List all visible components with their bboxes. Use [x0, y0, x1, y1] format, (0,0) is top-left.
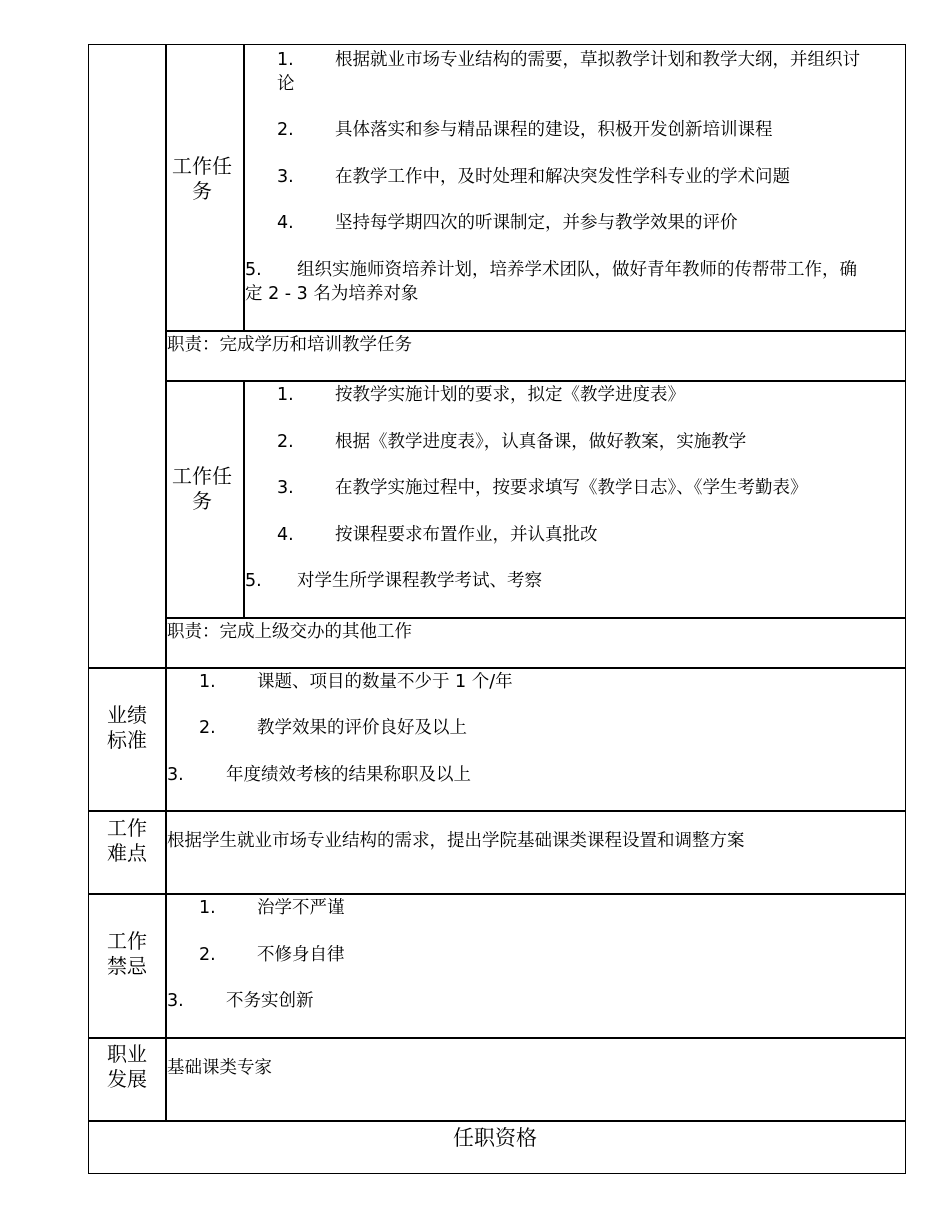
taboo-item-1: 1. 治学不严谨	[199, 898, 345, 918]
work-tasks-label-1: 工作任务	[172, 154, 232, 203]
task-item-1-4: 4. 坚持每学期四次的听课制定，并参与教学效果的评价	[277, 213, 738, 233]
taboo-item-2: 2. 不修身自律	[199, 945, 345, 965]
duty-line-1: 职责：完成学历和培训教学任务	[167, 335, 412, 355]
difficulty-text: 根据学生就业市场专业结构的需求，提出学院基础课类课程设置和调整方案	[167, 831, 745, 851]
duty-line-2: 职责：完成上级交办的其他工作	[167, 622, 412, 642]
taboo-item-3: 3. 不务实创新	[167, 991, 314, 1011]
row-divider	[88, 893, 906, 895]
row-divider	[88, 1037, 906, 1039]
qualification-heading: 任职资格	[453, 1126, 537, 1150]
performance-item-2: 2. 教学效果的评价良好及以上	[199, 718, 467, 738]
row-divider	[88, 810, 906, 812]
task-item-2-1: 1. 按教学实施计划的要求，拟定《教学进度表》	[277, 385, 685, 405]
col-divider-main	[165, 44, 167, 1121]
task-item-2-4: 4. 按课程要求布置作业，并认真批改	[277, 525, 598, 545]
row-divider	[88, 667, 906, 669]
task-item-1-5: 5. 组织实施师资培养计划，培养学术团队，做好青年教师的传帮带工作，确	[245, 260, 857, 280]
row-divider	[165, 330, 906, 332]
task-item-1-1-cont: 论	[277, 74, 295, 94]
row-divider	[88, 1120, 906, 1122]
task-item-2-5: 5. 对学生所学课程教学考试、考察	[245, 571, 542, 591]
task-item-1-1: 1. 根据就业市场专业结构的需要，草拟教学计划和教学大纲，并组织讨	[277, 50, 860, 70]
work-tasks-label-2: 工作任务	[172, 464, 232, 513]
performance-item-3: 3. 年度绩效考核的结果称职及以上	[167, 765, 471, 785]
task-item-1-3: 3. 在教学工作中，及时处理和解决突发性学科专业的学术问题	[277, 167, 790, 187]
row-divider	[165, 617, 906, 619]
task-item-1-5-cont: 定 2 - 3 名为培养对象	[245, 284, 419, 304]
performance-label: 业绩标准	[107, 703, 147, 752]
task-item-2-2: 2. 根据《教学进度表》，认真备课，做好教案，实施教学	[277, 432, 747, 452]
taboo-label: 工作禁忌	[107, 929, 147, 978]
difficulty-label: 工作难点	[107, 816, 147, 865]
task-item-2-3: 3. 在教学实施过程中，按要求填写《教学日志》、《学生考勤表》	[277, 478, 808, 498]
task-item-1-2: 2. 具体落实和参与精品课程的建设，积极开发创新培训课程	[277, 120, 773, 140]
performance-item-1: 1. 课题、项目的数量不少于 1 个/年	[199, 672, 513, 692]
career-text: 基础课类专家	[167, 1058, 272, 1078]
row-divider	[165, 380, 906, 382]
career-label: 职业发展	[107, 1042, 147, 1091]
